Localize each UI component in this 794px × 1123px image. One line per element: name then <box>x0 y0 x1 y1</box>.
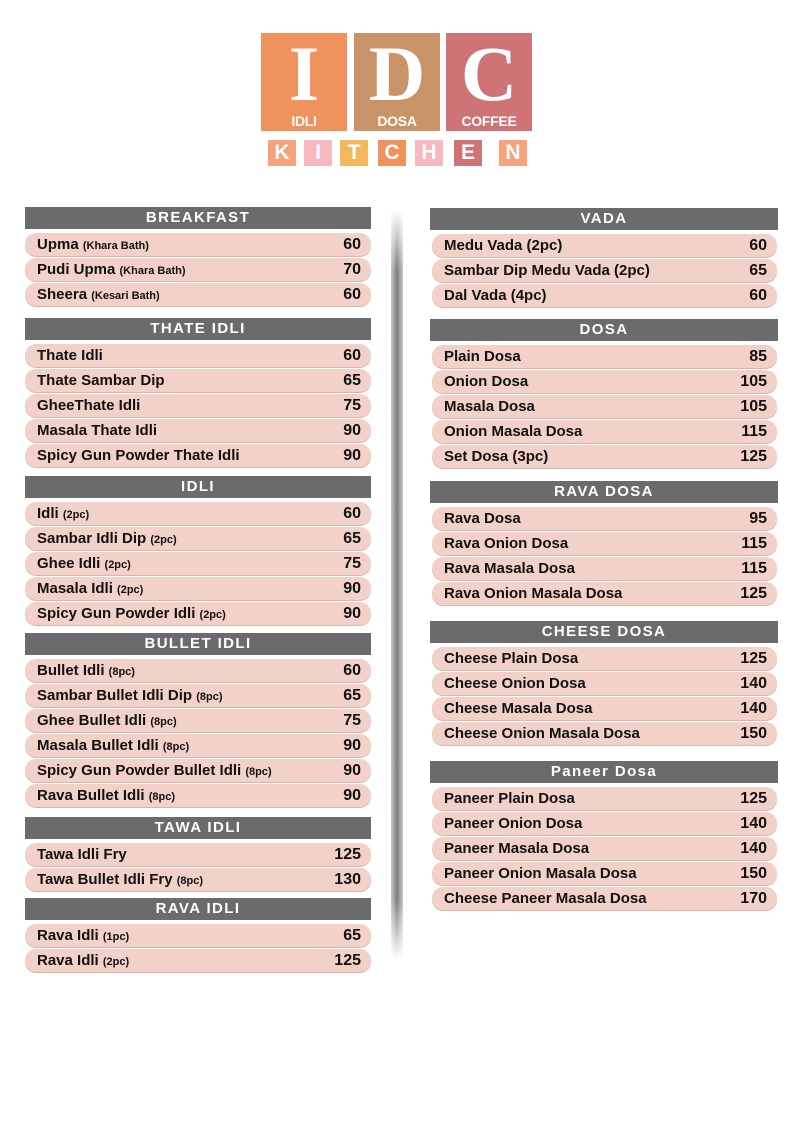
menu-item-note: (8pc) <box>196 691 223 703</box>
menu-item-label: Medu Vada (2pc) <box>444 237 563 254</box>
menu-item-name <box>444 370 528 393</box>
menu-item-note: (2pc) <box>104 559 131 571</box>
kitchen-letter-tile: H <box>415 140 443 166</box>
menu-item <box>432 507 777 530</box>
menu-item-price: 140 <box>740 815 767 832</box>
menu-item-label: Bullet Idli <box>37 662 105 679</box>
menu-item <box>432 532 777 555</box>
section-header: THATE IDLI <box>25 318 371 340</box>
menu-item <box>25 552 371 575</box>
menu-item-label: Sambar Dip Medu Vada (2pc) <box>444 262 650 279</box>
menu-item-name <box>37 843 127 866</box>
menu-item <box>25 949 371 972</box>
menu-item-label: Set Dosa (3pc) <box>444 448 549 465</box>
menu-item <box>25 258 371 281</box>
menu-item-price: 75 <box>343 397 361 414</box>
menu-item-name <box>37 949 129 974</box>
menu-item <box>25 684 371 707</box>
menu-item-name <box>444 672 586 695</box>
menu-section-paneer-dosa <box>430 761 778 907</box>
menu-item-name <box>37 527 177 552</box>
menu-item-price: 75 <box>343 712 361 729</box>
menu-item-name <box>37 602 226 627</box>
menu-item-price: 150 <box>740 725 767 742</box>
menu-item-note: (8pc) <box>108 666 135 678</box>
menu-item-price: 115 <box>741 560 767 577</box>
menu-item-label: Masala Idli <box>37 580 113 597</box>
menu-item-price: 90 <box>343 737 361 754</box>
menu-item-name <box>37 868 203 893</box>
menu-item <box>432 445 777 468</box>
menu-item-label: Ghee Bullet Idli <box>37 712 147 729</box>
menu-item-note: (8pc) <box>150 716 177 728</box>
menu-item <box>25 527 371 550</box>
menu-item <box>25 924 371 947</box>
section-header: VADA <box>430 208 778 230</box>
menu-item-name <box>444 445 548 468</box>
menu-item-name <box>444 722 640 745</box>
menu-item-note: (Khara Bath) <box>82 240 149 252</box>
menu-item-name <box>37 552 131 577</box>
section-header: RAVA IDLI <box>25 898 371 920</box>
section-header: DOSA <box>430 319 778 341</box>
menu-item-name <box>444 647 578 670</box>
menu-section-cheese-dosa <box>430 621 778 742</box>
menu-item <box>432 787 777 810</box>
menu-item-name <box>444 345 521 368</box>
menu-item-price: 150 <box>740 865 767 882</box>
logo-word: IDLI <box>291 113 317 129</box>
menu-item-label: Cheese Masala Dosa <box>444 700 593 717</box>
menu-item <box>25 444 371 467</box>
menu-item <box>432 837 777 860</box>
menu-item-label: Onion Masala Dosa <box>444 423 583 440</box>
menu-item-label: Rava Masala Dosa <box>444 560 575 577</box>
menu-item-label: Masala Dosa <box>444 398 535 415</box>
menu-item-name <box>444 259 650 282</box>
menu-item <box>25 502 371 525</box>
menu-item-label: Rava Onion Masala Dosa <box>444 585 623 602</box>
menu-item-price: 60 <box>343 286 361 303</box>
menu-item-note: (8pc) <box>176 875 204 887</box>
menu-item <box>432 582 777 605</box>
menu-item-label: Rava Dosa <box>444 510 521 527</box>
menu-item-name <box>37 734 189 759</box>
menu-item <box>432 420 777 443</box>
menu-item-price: 70 <box>343 261 361 278</box>
menu-item-note: (Khara Bath) <box>119 265 186 277</box>
idc-kitchen-logo <box>261 30 531 171</box>
menu-item-label: Masala Bullet Idli <box>37 737 159 754</box>
logo-block-dosa <box>354 30 440 131</box>
menu-item-note: (8pc) <box>162 741 190 753</box>
logo-block-idli <box>261 30 347 131</box>
menu-item-label: Upma <box>37 236 79 253</box>
menu-item-label: Rava Idli <box>37 952 99 969</box>
menu-item-price: 90 <box>343 580 361 597</box>
menu-item-price: 95 <box>749 510 767 527</box>
menu-item-price: 125 <box>334 846 361 863</box>
menu-item <box>25 659 371 682</box>
kitchen-letter-tile: T <box>340 140 368 166</box>
menu-item-price: 140 <box>740 840 767 857</box>
menu-item-name <box>37 659 135 684</box>
menu-item <box>432 862 777 885</box>
menu-item-price: 85 <box>749 348 767 365</box>
menu-item-price: 60 <box>343 505 361 522</box>
menu-item-name <box>37 233 149 258</box>
menu-item-price: 90 <box>343 762 361 779</box>
menu-item-price: 140 <box>740 675 767 692</box>
menu-item-name <box>444 420 582 443</box>
section-header: IDLI <box>25 476 371 498</box>
section-header: BULLET IDLI <box>25 633 371 655</box>
menu-item-price: 90 <box>343 605 361 622</box>
menu-item-name <box>37 759 272 784</box>
menu-item-label: Cheese Paneer Masala Dosa <box>444 890 647 907</box>
menu-item-price: 60 <box>749 237 767 254</box>
menu-item-price: 170 <box>740 890 767 907</box>
menu-item-name <box>37 684 222 709</box>
menu-item-name <box>444 787 575 810</box>
kitchen-letter-tile: E <box>454 140 482 166</box>
menu-item-label: Tawa Idli Fry <box>37 846 127 863</box>
menu-item-name <box>37 577 143 602</box>
logo-word: COFFEE <box>461 113 517 129</box>
menu-item <box>25 233 371 256</box>
section-header: BREAKFAST <box>25 207 371 229</box>
menu-item-price: 115 <box>741 423 767 440</box>
menu-item-name <box>444 234 562 257</box>
menu-item-note: (2pc) <box>117 584 144 596</box>
menu-item-label: Rava Onion Dosa <box>444 535 569 552</box>
kitchen-letter-tile: N <box>499 140 527 166</box>
menu-item <box>432 557 777 580</box>
logo-word: DOSA <box>377 113 417 129</box>
menu-item-price: 65 <box>749 262 767 279</box>
menu-item-note: (2pc) <box>62 509 90 521</box>
menu-item <box>25 577 371 600</box>
menu-item-name <box>444 532 568 555</box>
menu-section-breakfast <box>25 207 371 303</box>
menu-item-price: 60 <box>343 662 361 679</box>
menu-item-name <box>444 582 622 605</box>
menu-item-name <box>444 395 535 418</box>
menu-item <box>25 283 371 306</box>
menu-item-price: 105 <box>740 373 767 390</box>
menu-item-label: Sambar Bullet Idli Dip <box>37 687 193 704</box>
menu-item-label: Dal Vada (4pc) <box>444 287 547 304</box>
menu-item <box>25 419 371 442</box>
menu-section-vada <box>430 208 778 304</box>
menu-item-name <box>37 419 157 442</box>
menu-item-label: Thate Idli <box>37 347 103 364</box>
menu-item-label: Idli <box>37 505 59 522</box>
menu-section-idli <box>25 476 371 622</box>
menu-item <box>432 370 777 393</box>
menu-item <box>25 843 371 866</box>
menu-section-rava-idli <box>25 898 371 969</box>
kitchen-letter-tile: I <box>304 140 332 166</box>
menu-item-price: 65 <box>343 927 361 944</box>
menu-item-price: 75 <box>343 555 361 572</box>
menu-item <box>432 812 777 835</box>
menu-section-dosa <box>430 319 778 465</box>
menu-item-name <box>37 502 89 527</box>
menu-item-price: 90 <box>343 447 361 464</box>
menu-item-name <box>37 444 240 467</box>
menu-item-price: 90 <box>343 787 361 804</box>
menu-item-note: (1pc) <box>102 931 130 943</box>
menu-item-name <box>444 697 592 720</box>
menu-item-label: Tawa Bullet Idli Fry <box>37 871 173 888</box>
menu-item <box>25 784 371 807</box>
menu-item <box>432 722 777 745</box>
section-header: RAVA DOSA <box>430 481 778 503</box>
menu-item-note: (8pc) <box>148 791 175 803</box>
menu-section-thate-idli <box>25 318 371 464</box>
menu-item <box>432 395 777 418</box>
menu-item <box>432 234 777 257</box>
menu-item-price: 60 <box>343 236 361 253</box>
menu-item-name <box>37 283 160 308</box>
menu-item-label: Cheese Onion Masala Dosa <box>444 725 640 742</box>
menu-item-label: Spicy Gun Powder Thate Idli <box>37 447 240 464</box>
menu-item-note: (2pc) <box>199 609 226 621</box>
menu-item <box>25 759 371 782</box>
logo-block-coffee <box>446 30 532 131</box>
menu-item-name <box>444 812 582 835</box>
menu-item-name <box>444 507 521 530</box>
menu-item <box>25 344 371 367</box>
menu-section-rava-dosa <box>430 481 778 602</box>
menu-item <box>25 734 371 757</box>
menu-item <box>432 345 777 368</box>
menu-item-label: Paneer Onion Dosa <box>444 815 583 832</box>
menu-item-note: (2pc) <box>150 534 177 546</box>
logo-letter: C <box>460 30 518 117</box>
menu-item <box>432 284 777 307</box>
menu-item-label: Ghee Idli <box>37 555 101 572</box>
menu-item-price: 60 <box>749 287 767 304</box>
menu-item <box>432 672 777 695</box>
menu-item-name <box>444 862 637 885</box>
menu-item-name <box>37 709 177 734</box>
menu-item-price: 90 <box>343 422 361 439</box>
menu-item-name <box>37 784 175 809</box>
menu-item-label: Plain Dosa <box>444 348 521 365</box>
menu-item-name <box>37 369 165 392</box>
menu-item-price: 125 <box>740 448 767 465</box>
menu-item <box>25 369 371 392</box>
menu-item-price: 115 <box>741 535 767 552</box>
menu-item-name <box>37 924 129 949</box>
menu-item-label: Cheese Onion Dosa <box>444 675 586 692</box>
menu-item-label: Paneer Plain Dosa <box>444 790 575 807</box>
menu-item-name <box>444 284 547 307</box>
menu-item-note: (Kesari Bath) <box>91 290 160 302</box>
menu-item-price: 65 <box>343 687 361 704</box>
menu-item-price: 140 <box>740 700 767 717</box>
kitchen-letter-tile: K <box>268 140 296 166</box>
menu-section-bullet-idli <box>25 633 371 804</box>
menu-item <box>432 887 777 910</box>
menu-item-price: 125 <box>334 952 361 969</box>
menu-item-label: Sambar Idli Dip <box>37 530 147 547</box>
menu-item-label: Cheese Plain Dosa <box>444 650 579 667</box>
menu-item-price: 125 <box>740 790 767 807</box>
menu-item <box>25 602 371 625</box>
menu-item-label: Onion Dosa <box>444 373 529 390</box>
menu-item-label: Sheera <box>37 286 88 303</box>
menu-item-name <box>37 258 186 283</box>
menu-item-label: Paneer Onion Masala Dosa <box>444 865 637 882</box>
menu-item-label: Pudi Upma <box>37 261 116 278</box>
menu-item-name <box>444 557 575 580</box>
menu-item-name <box>37 394 140 417</box>
menu-item-price: 125 <box>740 585 767 602</box>
menu-section-tawa-idli <box>25 817 371 888</box>
menu-item-name <box>444 837 589 860</box>
menu-item-label: Masala Thate Idli <box>37 422 158 439</box>
menu-item-label: Paneer Masala Dosa <box>444 840 590 857</box>
menu-item-price: 65 <box>343 530 361 547</box>
section-header: Paneer Dosa <box>430 761 778 783</box>
section-header: CHEESE DOSA <box>430 621 778 643</box>
logo-letter: I <box>288 30 320 117</box>
menu-item <box>25 868 371 891</box>
menu-item <box>432 697 777 720</box>
menu-item-label: Thate Sambar Dip <box>37 372 165 389</box>
menu-item <box>432 259 777 282</box>
menu-item-label: Spicy Gun Powder Bullet Idli <box>37 762 242 779</box>
menu-item-price: 60 <box>343 347 361 364</box>
menu-item <box>25 394 371 417</box>
column-divider <box>391 210 403 960</box>
menu-item-label: GheeThate Idli <box>37 397 141 414</box>
section-header: TAWA IDLI <box>25 817 371 839</box>
menu-item-label: Rava Bullet Idli <box>37 787 145 804</box>
menu-item-name <box>444 887 647 910</box>
menu-item-price: 65 <box>343 372 361 389</box>
logo-letter: D <box>368 30 426 117</box>
menu-item-label: Rava Idli <box>37 927 99 944</box>
menu-item-name <box>37 344 103 367</box>
menu-item-price: 130 <box>334 871 361 888</box>
menu-item <box>25 709 371 732</box>
menu-item-price: 105 <box>740 398 767 415</box>
menu-item-label: Spicy Gun Powder Idli <box>37 605 196 622</box>
menu-item-price: 125 <box>740 650 767 667</box>
menu-item <box>432 647 777 670</box>
menu-item-note: (8pc) <box>245 766 272 778</box>
kitchen-letter-tile: C <box>378 140 406 166</box>
menu-item-note: (2pc) <box>102 956 130 968</box>
